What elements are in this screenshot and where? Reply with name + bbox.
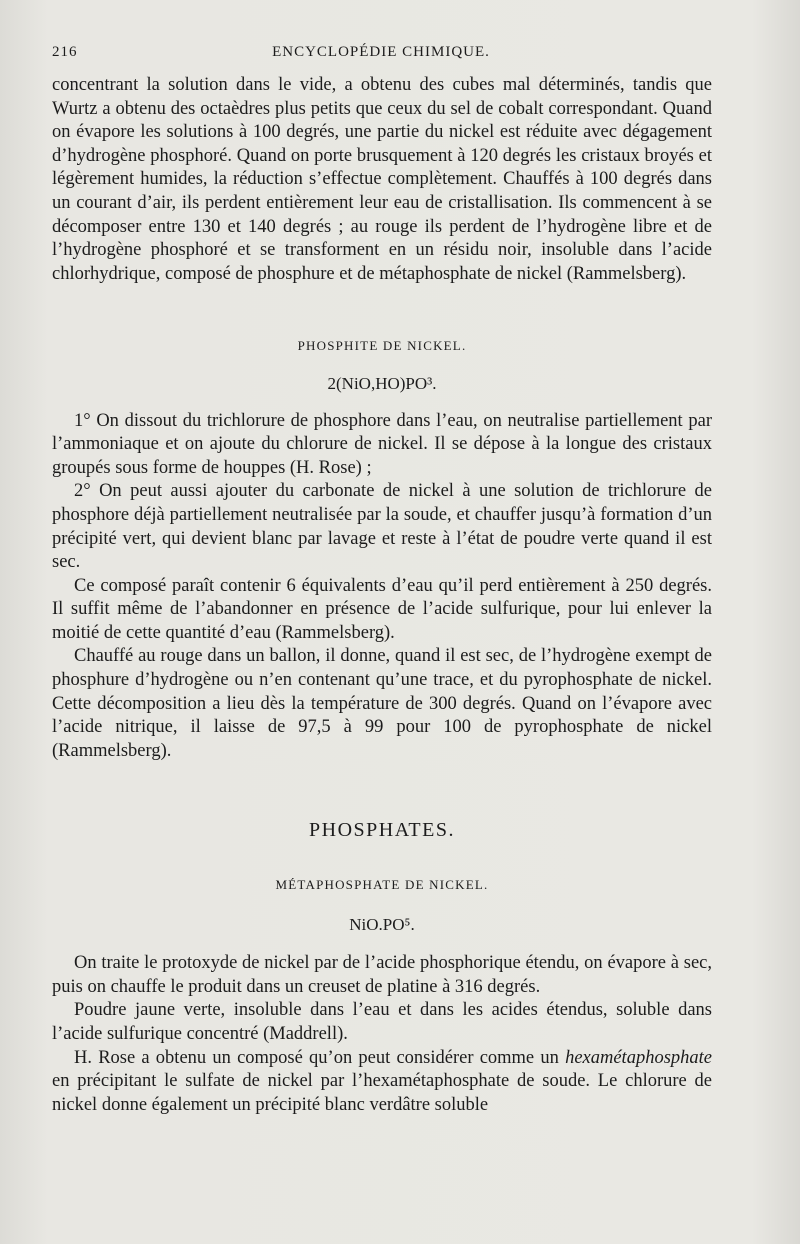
metaphosphate-paragraph: Poudre jaune verte, insoluble dans l’eau et dans les acides étendus, soluble dans l’acide sulfurique concentré (Maddrell). [52,1000,712,1044]
intro-paragraph: concentrant la solution dans le vide, a obtenu des cubes mal déterminés, tandis que Wurtz a obtenu des octaèdres plus petits que ceux du sel de cobalt correspondant. Quand on évapore les solutions à 100 degrés, une partie du nickel est réduite avec dégagement d’hydrogène phosphoré. Quand on porte brusquement à 120 degrés les cristaux broyés et légèrement humides, la réduction s’effectue complètement. Chauffés à 100 degrés dans un courant d’air, ils perdent entièrement leur eau de cristallisation. Ils commencent à se décomposer entre 130 et 140 degrés ; au rouge ils perdent de l’hydrogène libre et de l’hydrogène phosphoré et se transforment en un résidu noir, insoluble dans l’acide chlorhydrique, composé de phosphure et de métaphosphate de nickel (Rammelsberg). [52,75,712,284]
text-run: H. Rose a obtenu un composé qu’on peut considérer comme un [74,1047,566,1068]
text-run: en précipitant le sulfate de nickel par l’hexamétaphosphate de soude. Le chlorure de nickel donne également un précipité blanc verdâtre soluble [52,1071,712,1115]
page-number: 216 [52,44,78,60]
phosphite-paragraph: Ce composé paraît contenir 6 équivalents d’eau qu’il perd entièrement à 250 degrés. Il suffit même de l’abandonner en présence de l’acide sulfurique, pour lui enlever la moitié de cette quantité d’eau (Rammelsberg). [52,575,712,643]
phosphite-paragraph: Chauffé au rouge dans un ballon, il donne, quand il est sec, de l’hydrogène exempt de phosphure d’hydrogène ou n’en contenant qu’une trace, et du pyrophosphate de nickel. Cette décomposition a lieu dès la température de 300 degrés. Quand on l’évapore avec l’acide nitrique, il laisse de 97,5 à 99 pour 100 de pyrophosphate de nickel (Rammelsberg). [52,646,712,761]
metaphosphate-paragraph: On traite le protoxyde de nickel par de l’acide phosphorique étendu, on évapore à sec, puis on chauffe le produit dans un creuset de platine à 316 degrés. [52,953,712,997]
phosphite-paragraph: 2° On peut aussi ajouter du carbonate de nickel à une solution de trichlorure de phosphore déjà partiellement neutralisée par la soude, et chauffer jusqu’à formation d’un précipité vert, qui devient blanc par lavage et reste à l’état de poudre verte quand il est sec. [52,481,712,573]
italic-term: hexamétaphosphate [565,1047,712,1068]
page-body [52,74,712,1117]
formula-phosphite: 2(NiO,HO)PO³. [327,373,437,393]
phosphite-paragraph: 1° On dissout du trichlorure de phosphore dans l’eau, on neutralise partiellement par l’ammoniaque et on ajoute du chlorure de nickel. Il se dépose à la longue des cristaux groupés sous forme de houppes (H. Rose) ; [52,410,712,478]
section-heading-phosphates: PHOSPHATES. [309,819,455,842]
running-title: ENCYCLOPÉDIE CHIMIQUE. [272,44,490,60]
section-heading-phosphite: PHOSPHITE DE NICKEL. [297,338,467,354]
page-header [52,44,710,66]
section-heading-metaphosphate: MÉTAPHOSPHATE DE NICKEL. [275,877,489,893]
metaphosphate-paragraph-last [52,1047,712,1118]
formula-metaphosphate: NiO.PO⁵. [349,914,415,934]
